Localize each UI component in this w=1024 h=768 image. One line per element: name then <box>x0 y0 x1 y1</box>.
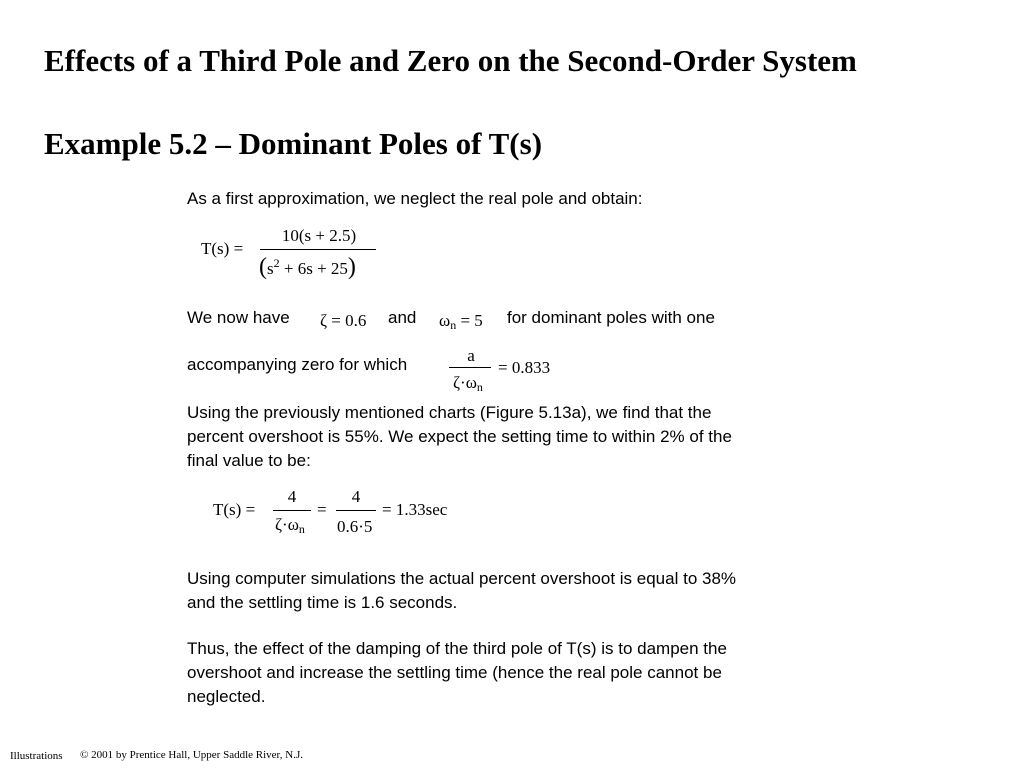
simulation-line-1: Using computer simulations the actual percent overshoot is equal to 38% <box>187 569 737 588</box>
conclusion-line-3: neglected. <box>187 687 266 706</box>
footer-copyright: © 2001 by Prentice Hall, Upper Saddle River, N.J. <box>80 749 303 761</box>
slide-title: Effects of a Third Pole and Zero on the Second-Order System <box>44 43 857 78</box>
slide-subtitle: Example 5.2 – Dominant Poles of T(s) <box>44 126 543 161</box>
zeta-value: ζ = 0.6 <box>320 311 367 330</box>
now-have-text: We now have <box>187 308 290 327</box>
omega-value: $\omega_n = 5$ <box>439 311 483 332</box>
eq2-lhs: T(s) = <box>213 500 256 519</box>
eq2-equals: = <box>317 500 327 519</box>
eq2-num1: 4 <box>287 487 297 506</box>
ratio-result: = 0.833 <box>498 358 551 377</box>
ratio-numerator: a <box>467 346 475 365</box>
conclusion-line-2: overshoot and increase the settling time (hence the real pole cannot be <box>187 663 722 682</box>
eq2-result: = 1.33sec <box>382 500 448 519</box>
eq1-denominator: $(s^2 + 6s + 25)$ <box>259 254 356 280</box>
charts-line-2: percent overshoot is 55%. We expect the setting time to within 2% of the <box>187 427 732 446</box>
charts-line-3: final value to be: <box>187 451 311 470</box>
charts-line-1: Using the previously mentioned charts (Figure 5.13a), we find that the <box>187 403 712 422</box>
eq2-fraction-bar-2 <box>336 510 376 511</box>
simulation-paragraph <box>187 567 736 615</box>
eq1-fraction-bar <box>260 249 376 250</box>
dominant-poles-text: for dominant poles with one <box>507 308 715 327</box>
and-text: and <box>388 308 417 327</box>
intro-text: As a first approximation, we neglect the real pole and obtain: <box>187 189 643 208</box>
eq1-numerator: 10(s + 2.5) <box>281 226 357 245</box>
simulation-line-2: and the settling time is 1.6 seconds. <box>187 593 458 612</box>
charts-paragraph <box>187 401 732 473</box>
eq1-lhs: T(s) = <box>201 239 244 258</box>
conclusion-line-1: Thus, the effect of the damping of the third pole of T(s) is to dampen the <box>187 639 727 658</box>
accompanying-zero-text: accompanying zero for which <box>187 355 408 374</box>
ratio-denominator: $\zeta\cdot\omega_n$ <box>453 373 483 394</box>
eq2-fraction-bar-1 <box>273 510 311 511</box>
footer-illustrations: Illustrations <box>10 750 63 762</box>
ratio-fraction-bar <box>449 367 491 368</box>
eq2-den1: $\zeta\cdot\omega_n$ <box>275 515 305 536</box>
eq2-num2: 4 <box>351 487 361 506</box>
eq2-den2: 0.6·5 <box>337 517 373 536</box>
conclusion-paragraph <box>187 637 727 709</box>
